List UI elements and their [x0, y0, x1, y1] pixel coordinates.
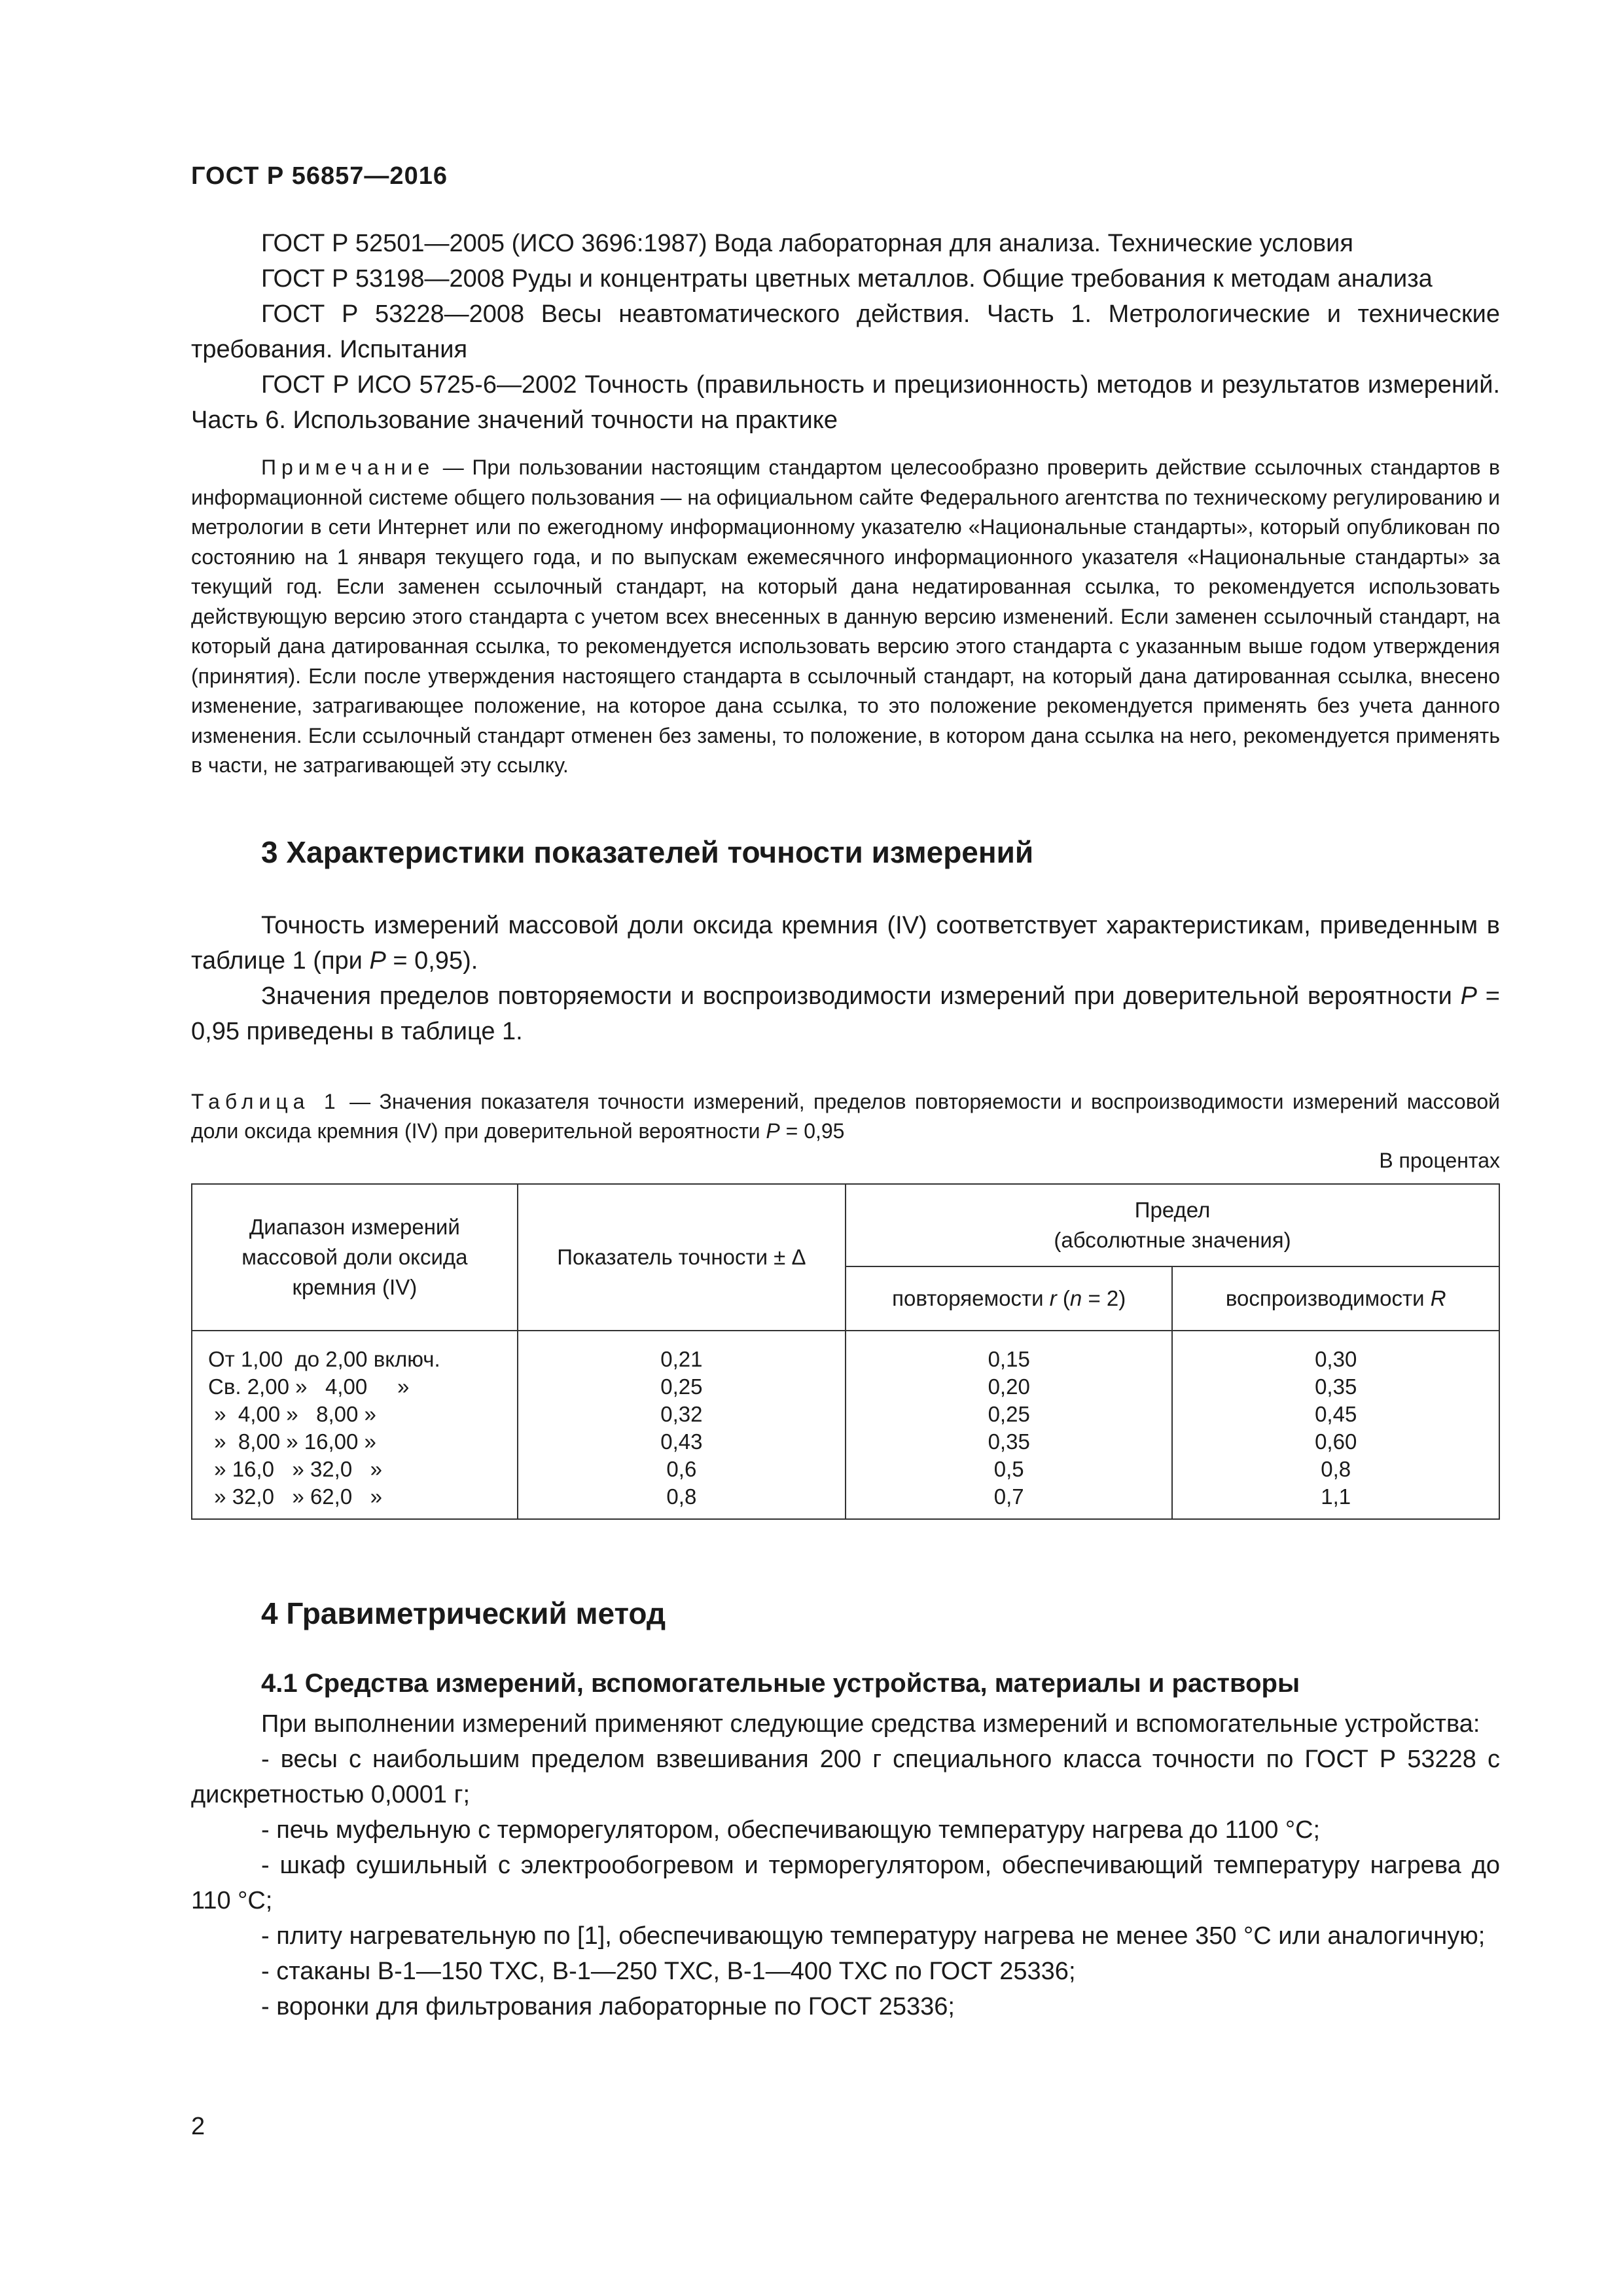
variable-p: P: [369, 946, 386, 975]
variable-p: P: [766, 1119, 780, 1143]
text-run: = 0,95).: [385, 946, 478, 975]
list-item: - печь муфельную с терморегулятором, обеспечивающую температуру нагрева до 1100 °С;: [261, 1816, 1321, 1844]
table-caption-text: — Значения показателя точности измерений, пределов повторяемости и воспроизводимости измерений массовой доли оксида кремния (IV) при доверительной вероятности: [191, 1089, 1501, 1143]
text-run: Точность измерений массовой доли оксида кремния (IV) соответствует характеристикам, приведенным в таблице 1 (при: [191, 911, 1500, 975]
table-caption: [191, 1087, 1500, 1146]
section-3-title: 3 Характеристики показателей точности измерений: [261, 834, 1034, 869]
reference-item: ГОСТ Р ИСО 5725-6—2002 Точность (правильность и прецизионность) методов и результатов измерений. Часть 6. Использование значений точности на практике: [191, 371, 1500, 434]
variable-n: n: [1069, 1285, 1082, 1310]
cell-accuracy: 0,25: [518, 1373, 846, 1401]
table-caption-end: = 0,95: [779, 1119, 845, 1143]
cell-range: » 4,00 » 8,00 »: [192, 1401, 518, 1428]
cell-range: » 32,0 » 62,0 »: [192, 1483, 518, 1519]
section-3-paragraph-2: [191, 978, 1500, 1049]
table-unit: В процентах: [1379, 1148, 1500, 1172]
cell-reproducibility: 0,30: [1172, 1331, 1499, 1373]
variable-r: r: [1049, 1285, 1057, 1310]
list-item: - стаканы В-1—150 ТХС, В-1—250 ТХС, В-1—400 ТХС по ГОСТ 25336;: [261, 1957, 1076, 1985]
text-run: = 0,95 приведены в таблице 1.: [191, 982, 1500, 1045]
accuracy-table: [191, 1183, 1500, 1520]
section-3-paragraph-1: [191, 908, 1500, 978]
text-run: Значения пределов повторяемости и воспроизводимости измерений при доверительной вероятности: [261, 982, 1461, 1010]
table-row: [192, 1428, 1499, 1456]
list-item: - воронки для фильтрования лабораторные по ГОСТ 25336;: [261, 1992, 955, 2020]
header-limit: Предел (абсолютные значения): [846, 1184, 1499, 1266]
table-row: [192, 1373, 1499, 1401]
table-row: [192, 1401, 1499, 1428]
list-item: - шкаф сушильный с электрообогревом и терморегулятором, обеспечивающий температуру нагрева до 110 °С;: [191, 1851, 1500, 1914]
cell-range: » 16,0 » 32,0 »: [192, 1456, 518, 1483]
cell-reproducibility: 0,35: [1172, 1373, 1499, 1401]
cell-range: От 1,00 до 2,00 включ.: [192, 1331, 518, 1373]
reference-item: ГОСТ Р 53198—2008 Руды и концентраты цветных металлов. Общие требования к методам анализа: [261, 265, 1433, 293]
cell-range: Св. 2,00 » 4,00 »: [192, 1373, 518, 1401]
reference-item: ГОСТ Р 52501—2005 (ИСО 3696:1987) Вода лабораторная для анализа. Технические условия: [261, 230, 1353, 257]
variable-p: P: [1460, 982, 1478, 1010]
note-label: Примечание: [261, 456, 435, 479]
cell-range: » 8,00 » 16,00 »: [192, 1428, 518, 1456]
cell-reproducibility: 0,60: [1172, 1428, 1499, 1456]
note-paragraph: [191, 453, 1500, 781]
page-content: [191, 226, 1500, 2024]
note-text: — При пользовании настоящим стандартом целесообразно проверить действие ссылочных стандартов в информационной системе общего пользования — на официальном сайте Федерального агентства по техническому регулированию и метрологии в сети Интернет или по ежегодному информационному указателю «Национальные стандарты», который опубликован по состоянию на 1 января текущего года, и по выпускам ежемесячного информационного указателя «Национальные стандарты» за текущий год. Если заменен ссылочный стандарт, на который дана недатированная ссылка, то рекомендуется использовать действующую версию этого стандарта с учетом всех внесенных в данную версию изменений. Если заменен ссылочный стандарт, на который дана датированная ссылка, то рекомендуется использовать версию этого стандарта с указанным выше годом утверждения (принятия). Если после утверждения настоящего стандарта в ссылочный стандарт, на который дана датированная ссылка, внесено изменение, затрагивающее положение, на которое дана ссылка, то это положение рекомендуется применять без учета данного изменения. Если ссылочный стандарт отменен без замены, то положение, в котором дана ссылка на него, рекомендуется применять в части, не затрагивающей эту ссылку.: [191, 456, 1500, 777]
cell-accuracy: 0,6: [518, 1456, 846, 1483]
cell-accuracy: 0,8: [518, 1483, 846, 1519]
table-row: [192, 1483, 1499, 1519]
section-4-title: 4 Гравиметрический метод: [261, 1596, 666, 1630]
cell-reproducibility: 1,1: [1172, 1483, 1499, 1519]
table-row: [192, 1331, 1499, 1373]
text-run: (: [1056, 1285, 1070, 1310]
cell-reproducibility: 0,45: [1172, 1401, 1499, 1428]
header-reproducibility: [1172, 1266, 1499, 1331]
cell-repeatability: 0,15: [846, 1331, 1172, 1373]
section-4-intro: При выполнении измерений применяют следующие средства измерений и вспомогательные устройства:: [261, 1710, 1480, 1738]
page-number: 2: [191, 2113, 205, 2140]
document-id: ГОСТ Р 56857—2016: [191, 162, 448, 190]
cell-repeatability: 0,7: [846, 1483, 1172, 1519]
list-item: - весы с наибольшим пределом взвешивания 200 г специального класса точности по ГОСТ Р 53228 с дискретностью 0,0001 г;: [191, 1745, 1500, 1808]
cell-accuracy: 0,32: [518, 1401, 846, 1428]
cell-accuracy: 0,43: [518, 1428, 846, 1456]
cell-accuracy: 0,21: [518, 1331, 846, 1373]
subsection-4-1-title: 4.1 Средства измерений, вспомогательные устройства, материалы и растворы: [261, 1668, 1300, 1698]
text-run: = 2): [1082, 1285, 1126, 1310]
cell-repeatability: 0,20: [846, 1373, 1172, 1401]
text-run: воспроизводимости: [1225, 1285, 1431, 1310]
table-row: [192, 1456, 1499, 1483]
variable-R: R: [1430, 1285, 1446, 1310]
list-item: - плиту нагревательную по [1], обеспечивающую температуру нагрева не менее 350 °С или аналогичную;: [261, 1922, 1486, 1950]
cell-repeatability: 0,25: [846, 1401, 1172, 1428]
header-range: Диапазон измерений массовой доли оксида кремния (IV): [192, 1184, 518, 1331]
cell-repeatability: 0,5: [846, 1456, 1172, 1483]
header-repeatability: [846, 1266, 1172, 1331]
header-accuracy: Показатель точности ± Δ: [518, 1184, 846, 1331]
reference-item: ГОСТ Р 53228—2008 Весы неавтоматического действия. Часть 1. Метрологические и технические требования. Испытания: [191, 300, 1500, 363]
cell-reproducibility: 0,8: [1172, 1456, 1499, 1483]
cell-repeatability: 0,35: [846, 1428, 1172, 1456]
text-run: повторяемости: [892, 1285, 1050, 1310]
table-caption-label: Таблица 1: [191, 1089, 341, 1113]
